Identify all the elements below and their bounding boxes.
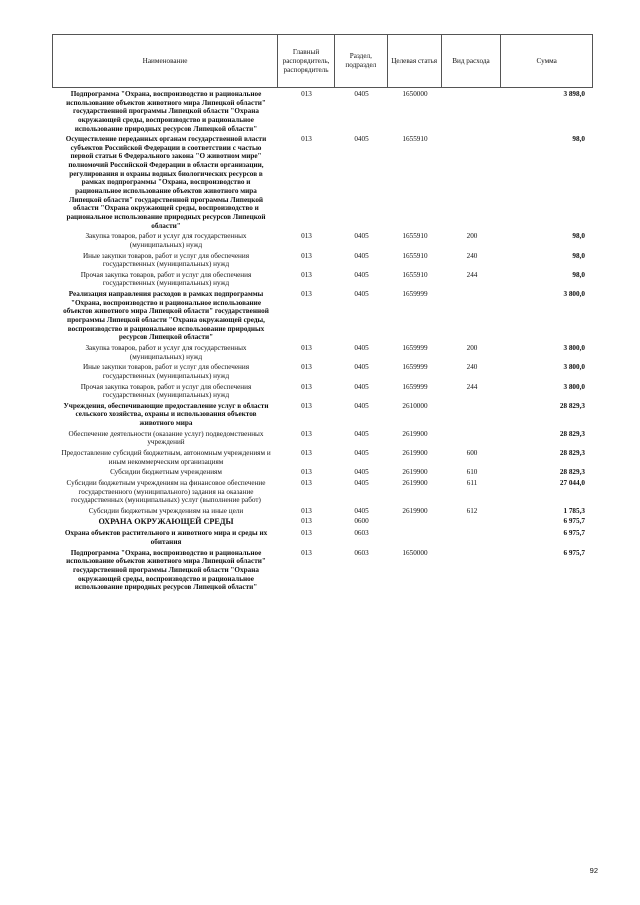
row-chief-manager: 013 bbox=[301, 382, 312, 391]
header-sum: Сумма bbox=[536, 56, 557, 65]
row-chief-manager: 013 bbox=[301, 429, 312, 438]
row-section: 0405 bbox=[354, 401, 369, 410]
table-row bbox=[52, 479, 593, 505]
row-sum: 98,0 bbox=[572, 232, 585, 241]
row-chief-manager: 013 bbox=[301, 448, 312, 457]
row-chief-manager: 013 bbox=[301, 135, 312, 144]
table-row bbox=[52, 232, 593, 249]
row-target-article: 1655910 bbox=[402, 251, 428, 260]
row-target-article: 2619900 bbox=[402, 468, 428, 477]
row-sum: 6 975,7 bbox=[563, 548, 585, 557]
row-expense-type: 244 bbox=[466, 270, 478, 279]
row-expense-type bbox=[442, 290, 502, 342]
row-sum: 1 785,3 bbox=[563, 506, 585, 515]
row-section: 0405 bbox=[354, 290, 369, 299]
row-name: Охрана объектов растительного и животного мира и среды их обитания bbox=[64, 529, 268, 546]
page-number: 92 bbox=[589, 866, 598, 875]
row-chief-manager: 013 bbox=[301, 363, 312, 372]
row-sum: 28 829,3 bbox=[559, 429, 585, 438]
table-row bbox=[52, 507, 593, 516]
row-sum: 28 829,3 bbox=[559, 401, 585, 410]
row-name: Предоставление субсидий бюджетным, автономным учреждениям и иным некоммерческим организациям bbox=[61, 448, 271, 466]
row-target-article: 1650000 bbox=[402, 90, 428, 98]
table-row bbox=[52, 529, 593, 546]
row-expense-type: 244 bbox=[466, 382, 478, 391]
row-sum: 3 800,0 bbox=[563, 343, 585, 352]
row-expense-type bbox=[442, 90, 502, 133]
row-chief-manager: 013 bbox=[301, 548, 312, 557]
row-name: Субсидии бюджетным учреждениям bbox=[110, 468, 222, 477]
table-row bbox=[52, 344, 593, 361]
row-name: Подпрограмма "Охрана, воспроизводство и рациональное использование объектов животного мира Липецкой области" государственной программы Липецкой области "Охрана окружающей среды, воспроизводство и рациональное использование природных ресурсов Липецкой области" bbox=[66, 90, 266, 133]
row-target-article: 1659999 bbox=[402, 382, 428, 391]
row-chief-manager: 013 bbox=[301, 506, 312, 515]
row-target-article: 1650000 bbox=[402, 548, 428, 557]
row-name: Закупка товаров, работ и услуг для государственных (муниципальных) нужд bbox=[85, 232, 247, 249]
row-expense-type bbox=[442, 517, 502, 527]
row-target-article: 1659999 bbox=[402, 363, 428, 372]
row-expense-type bbox=[442, 529, 502, 546]
row-section: 0405 bbox=[354, 90, 369, 98]
row-section: 0405 bbox=[354, 270, 369, 279]
table-row bbox=[52, 449, 593, 466]
row-name: Субсидии бюджетным учреждениям на финансовое обеспечение государственного (муниципального) задания на оказание государственных (муниципальных) услуг (выполнение работ) bbox=[66, 478, 266, 505]
row-chief-manager: 013 bbox=[301, 517, 312, 526]
row-target-article: 2619900 bbox=[402, 478, 428, 487]
row-chief-manager: 013 bbox=[301, 251, 312, 260]
row-chief-manager: 013 bbox=[301, 343, 312, 352]
table-row bbox=[52, 517, 593, 527]
row-expense-type bbox=[442, 135, 502, 230]
row-sum: 3 898,0 bbox=[563, 90, 585, 98]
row-section: 0600 bbox=[354, 517, 369, 526]
row-section: 0405 bbox=[354, 506, 369, 515]
row-section: 0603 bbox=[354, 548, 369, 557]
row-chief-manager: 013 bbox=[301, 90, 312, 98]
table-row bbox=[52, 252, 593, 269]
table-row bbox=[52, 290, 593, 342]
row-section: 0405 bbox=[354, 251, 369, 260]
row-target-article: 1659999 bbox=[402, 290, 428, 299]
row-target-article: 2610000 bbox=[402, 401, 428, 410]
row-chief-manager: 013 bbox=[301, 401, 312, 410]
row-sum: 6 975,7 bbox=[563, 529, 585, 538]
table-row bbox=[52, 468, 593, 477]
row-expense-type: 611 bbox=[466, 478, 478, 487]
table-row bbox=[52, 271, 593, 288]
header-chief-manager: Главный распорядитель, распорядитель bbox=[278, 35, 335, 87]
row-sum: 27 044,0 bbox=[559, 478, 585, 487]
row-target-article bbox=[388, 529, 442, 546]
row-target-article: 2619900 bbox=[402, 448, 428, 457]
row-section: 0405 bbox=[354, 382, 369, 391]
row-chief-manager: 013 bbox=[301, 529, 312, 538]
row-name: Прочая закупка товаров, работ и услуг для обеспечения государственных (муниципальных) нужд bbox=[80, 382, 252, 400]
row-section: 0405 bbox=[354, 478, 369, 487]
row-name: Подпрограмма "Охрана, воспроизводство и рациональное использование объектов животного мира Липецкой области" государственной программы Липецкой области "Охрана окружающей среды, воспроизводство и рациональное использование природных ресурсов Липецкой области" bbox=[66, 548, 266, 592]
table-body bbox=[52, 90, 593, 594]
row-sum: 98,0 bbox=[572, 135, 585, 144]
row-target-article: 2619900 bbox=[402, 506, 428, 515]
row-sum: 3 800,0 bbox=[563, 290, 585, 299]
row-target-article: 1655910 bbox=[402, 232, 428, 241]
row-sum: 98,0 bbox=[572, 251, 585, 260]
row-target-article: 1655910 bbox=[402, 270, 428, 279]
table-row bbox=[52, 135, 593, 230]
row-section: 0405 bbox=[354, 468, 369, 477]
row-chief-manager: 013 bbox=[301, 478, 312, 487]
row-name: ОХРАНА ОКРУЖАЮЩЕЙ СРЕДЫ bbox=[98, 517, 234, 527]
table-header bbox=[52, 34, 593, 88]
row-section: 0405 bbox=[354, 429, 369, 438]
row-section: 0405 bbox=[354, 343, 369, 352]
row-sum: 6 975,7 bbox=[563, 517, 585, 526]
row-target-article bbox=[388, 517, 442, 527]
row-name: Иные закупки товаров, работ и услуг для обеспечения государственных (муниципальных) нужд bbox=[82, 251, 250, 269]
row-expense-type bbox=[442, 402, 502, 428]
row-name: Осуществление переданных органам государственной власти субъектов Российской Федерации в соответствии с частью первой статьи 6 Федерального закона "О животном мире" полномочий Российской Федерации в области организации, регулирования и охраны водных биологических ресурсов в рамках подпрограммы "Охрана, воспроизводство и рациональное использование объектов животного мира Липецкой области" государственной программы Липецкой области "Охрана окружающей среды, воспроизводство и рациональное использование природных ресурсов Липецкой области" bbox=[65, 135, 267, 230]
row-chief-manager: 013 bbox=[301, 468, 312, 477]
header-name: Наименование bbox=[53, 35, 278, 87]
row-expense-type bbox=[442, 430, 502, 447]
row-expense-type: 612 bbox=[466, 506, 478, 515]
row-expense-type: 200 bbox=[466, 232, 478, 241]
row-section: 0405 bbox=[354, 232, 369, 241]
row-expense-type: 200 bbox=[466, 343, 478, 352]
row-target-article: 1655910 bbox=[402, 135, 428, 144]
row-chief-manager: 013 bbox=[301, 232, 312, 241]
header-expense-type: Вид расхода bbox=[442, 35, 502, 87]
table-row bbox=[52, 402, 593, 428]
row-name: Обеспечение деятельности (оказание услуг) подведомственных учреждений bbox=[68, 429, 264, 447]
row-section: 0405 bbox=[354, 135, 369, 144]
table-row bbox=[52, 430, 593, 447]
header-target-article: Целевая статья bbox=[388, 35, 442, 87]
header-section: Раздел, подраздел bbox=[335, 35, 388, 87]
row-expense-type: 610 bbox=[466, 468, 478, 477]
row-expense-type: 240 bbox=[466, 363, 478, 372]
row-expense-type: 600 bbox=[466, 448, 478, 457]
row-name: Субсидии бюджетным учреждениям на иные цели bbox=[88, 506, 244, 515]
row-section: 0405 bbox=[354, 363, 369, 372]
row-target-article: 2619900 bbox=[402, 429, 428, 438]
row-name: Реализация направления расходов в рамках подпрограммы "Охрана, воспроизводство и рациональное использование объектов животного мира Липецкой области" государственной программы Липецкой области "Охрана окружающей среды, воспроизводство и рациональное использование природных ресурсов Липецкой области" bbox=[63, 290, 269, 342]
row-name: Учреждения, обеспечивающие предоставление услуг в области сельского хозяйства, охраны и использования объектов животного мира bbox=[63, 401, 269, 428]
row-chief-manager: 013 bbox=[301, 270, 312, 279]
row-expense-type bbox=[442, 549, 502, 592]
row-sum: 3 800,0 bbox=[563, 363, 585, 372]
table-row bbox=[52, 383, 593, 400]
row-target-article: 1659999 bbox=[402, 343, 428, 352]
row-section: 0405 bbox=[354, 448, 369, 457]
row-sum: 3 800,0 bbox=[563, 382, 585, 391]
row-sum: 28 829,3 bbox=[559, 468, 585, 477]
row-section: 0603 bbox=[354, 529, 369, 538]
row-name: Прочая закупка товаров, работ и услуг для обеспечения государственных (муниципальных) нужд bbox=[80, 270, 252, 288]
row-sum: 98,0 bbox=[572, 270, 585, 279]
table-row bbox=[52, 90, 593, 133]
table-row bbox=[52, 549, 593, 592]
row-expense-type: 240 bbox=[466, 251, 478, 260]
row-name: Закупка товаров, работ и услуг для государственных (муниципальных) нужд bbox=[85, 343, 247, 361]
table-row bbox=[52, 363, 593, 380]
row-name: Иные закупки товаров, работ и услуг для обеспечения государственных (муниципальных) нужд bbox=[82, 363, 250, 380]
row-chief-manager: 013 bbox=[301, 290, 312, 299]
row-sum: 28 829,3 bbox=[559, 448, 585, 457]
